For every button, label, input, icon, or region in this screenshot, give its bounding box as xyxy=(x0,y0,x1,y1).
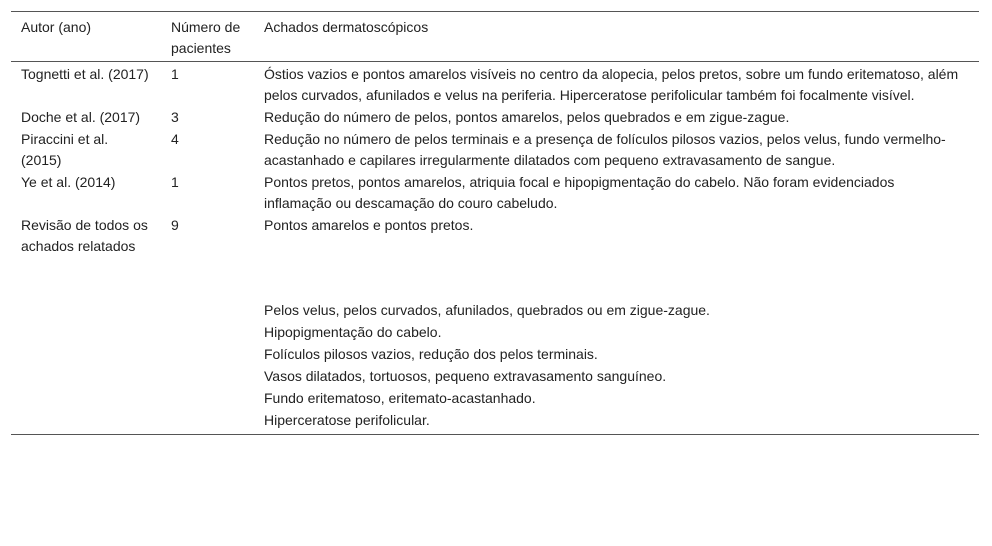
cell-author-empty xyxy=(11,300,161,322)
cell-findings: Pontos pretos, pontos amarelos, atriquia focal e hipopigmentação do cabelo. Não foram evidenciados inflamação ou descamação do couro cabeludo. xyxy=(264,174,895,211)
header-author: Autor (ano) xyxy=(11,12,161,62)
cell-author: Piraccini et al. (2015) xyxy=(21,131,109,168)
table-row xyxy=(11,344,979,366)
cell-patients-empty xyxy=(161,366,254,388)
cell-findings: Folículos pilosos vazios, redução dos pelos terminais. xyxy=(264,346,598,362)
cell-author: Tognetti et al. (2017) xyxy=(21,66,149,82)
table-row xyxy=(11,172,979,215)
table-body xyxy=(11,62,979,435)
header-patients: Número de pacientes xyxy=(161,12,254,62)
table-row xyxy=(11,410,979,435)
cell-author-empty xyxy=(11,322,161,344)
cell-patients: 1 xyxy=(171,66,179,82)
cell-findings: Hipopigmentação do cabelo. xyxy=(264,324,442,340)
cell-author-empty xyxy=(11,344,161,366)
table-row xyxy=(11,322,979,344)
cell-author: Ye et al. (2014) xyxy=(21,174,116,190)
header-findings: Achados dermatoscópicos xyxy=(254,12,979,62)
table-row xyxy=(11,388,979,410)
cell-findings: Óstios vazios e pontos amarelos visíveis no centro da alopecia, pelos pretos, sobre um fundo eritematoso, além pelos curvados, afunilados e velus na periferia. Hiperceratose perifolicular também foi focalmente visível. xyxy=(264,66,959,103)
table-row xyxy=(11,62,979,108)
cell-author-empty xyxy=(11,388,161,410)
cell-author-empty xyxy=(11,410,161,435)
cell-author-empty xyxy=(11,366,161,388)
cell-findings: Fundo eritematoso, eritemato-acastanhado. xyxy=(264,390,536,406)
cell-patients-empty xyxy=(161,344,254,366)
cell-patients-empty xyxy=(161,410,254,435)
dermoscopy-findings-table-wrapper xyxy=(11,11,979,435)
cell-patients-empty xyxy=(161,300,254,322)
cell-findings: Pontos amarelos e pontos pretos. xyxy=(264,217,474,233)
table-row xyxy=(11,107,979,129)
cell-author: Doche et al. (2017) xyxy=(21,109,141,125)
table-row xyxy=(11,366,979,388)
cell-findings: Redução do número de pelos, pontos amarelos, pelos quebrados e em zigue-zague. xyxy=(264,109,790,125)
cell-findings: Hiperceratose perifolicular. xyxy=(264,412,430,428)
cell-patients-empty xyxy=(161,388,254,410)
dermoscopy-findings-table xyxy=(11,11,979,435)
cell-findings: Redução no número de pelos terminais e a presença de folículos pilosos vazios, pelos velus, fundo vermelho-acastanhado e capilares irregularmente dilatados com pequeno extravasamento de sangue. xyxy=(264,131,946,168)
table-row xyxy=(11,300,979,322)
cell-patients-empty xyxy=(161,322,254,344)
header-row xyxy=(11,12,979,62)
cell-patients: 4 xyxy=(171,131,179,147)
cell-patients: 3 xyxy=(171,109,179,125)
cell-findings: Pelos velus, pelos curvados, afunilados, quebrados ou em zigue-zague. xyxy=(264,302,710,318)
cell-patients: 1 xyxy=(171,174,179,190)
cell-author: Revisão de todos os achados relatados xyxy=(21,217,148,254)
table-row xyxy=(11,129,979,172)
cell-patients: 9 xyxy=(171,217,179,233)
table-header xyxy=(11,12,979,62)
table-row xyxy=(11,215,979,300)
cell-findings: Vasos dilatados, tortuosos, pequeno extravasamento sanguíneo. xyxy=(264,368,667,384)
